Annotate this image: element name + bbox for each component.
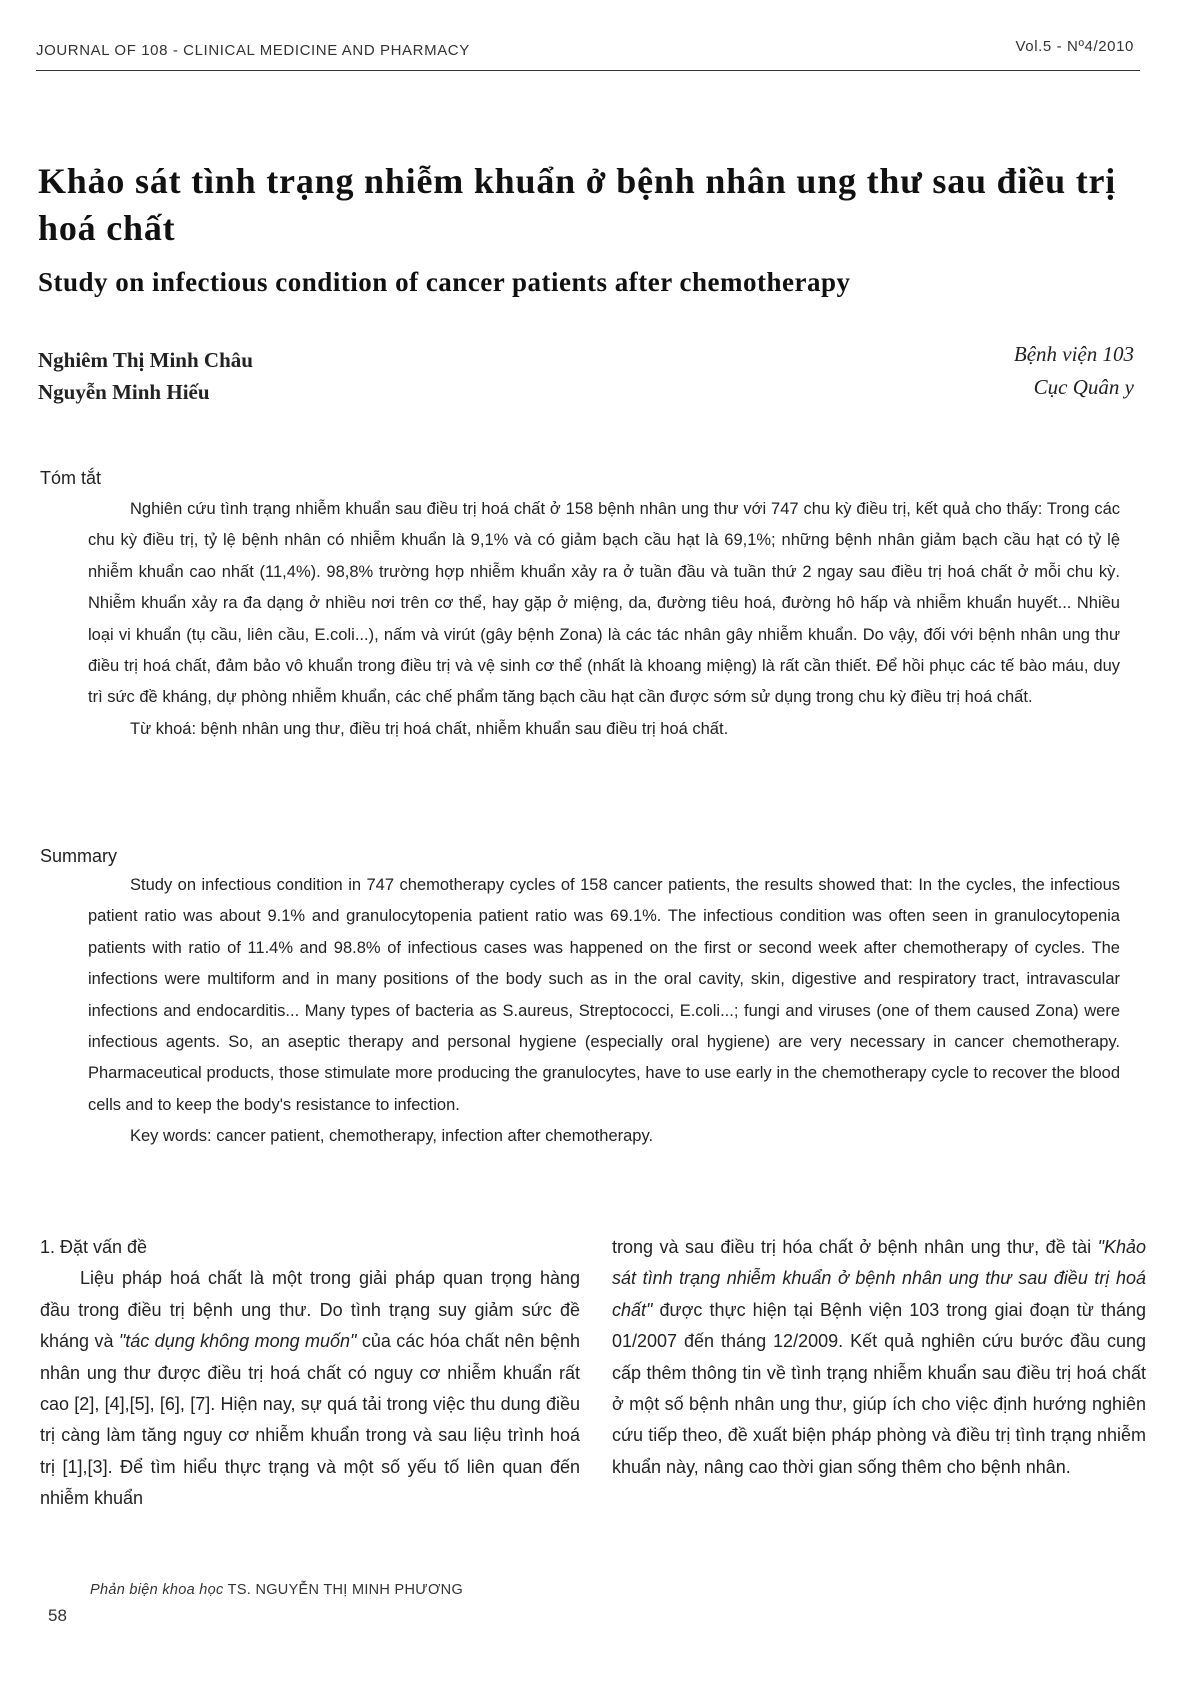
affiliation: Bệnh viện 103 (1013, 342, 1134, 366)
article-title-vietnamese: Khảo sát tình trạng nhiễm khuẩn ở bệnh nhân ung thư sau điều trị hoá chất (38, 161, 1117, 248)
reviewer-label: Phản biện khoa học (90, 1582, 224, 1598)
tomtat-heading: Tóm tắt (40, 468, 102, 488)
section-heading: 1. Đặt vấn đề (40, 1237, 148, 1257)
volume-issue: Vol.5 - Nº4/2010 (1015, 38, 1134, 55)
article-title-english: Study on infectious condition of cancer patients after chemotherapy (38, 267, 851, 297)
affiliation-list (1014, 338, 1134, 404)
section-paragraph (612, 1232, 1146, 1483)
paragraph-text: trong và sau điều trị hóa chất ở bệnh nhân ung thư, đề tài (612, 1237, 1098, 1257)
affiliation: Cục Quân y (1033, 375, 1134, 399)
summary-heading: Summary (40, 846, 118, 866)
body-column-right (612, 1232, 1146, 1483)
reviewer-name: TS. NGUYỄN THỊ MINH PHƯƠNG (227, 1582, 464, 1598)
author-name: Nghiêm Thị Minh Châu (38, 348, 253, 372)
paragraph-italic-text: "Khảo sát tình trạng nhiễm khuẩn ở bệnh nhân ung thư sau điều trị hoá chất" (612, 1237, 1146, 1320)
abstract-english (88, 870, 1120, 1153)
keywords-english: Key words: cancer patient, chemotherapy, infection after chemotherapy. (130, 1127, 654, 1146)
running-header (36, 38, 1142, 64)
author-list (38, 344, 253, 408)
abstract-vietnamese (88, 494, 1120, 745)
paragraph-text: được thực hiện tại Bệnh viện 103 trong giai đoạn từ tháng 01/2007 đến tháng 12/2009. Kết quả nghiên cứu bước đầu cung cấp thêm thông tin về tình trạng nhiễm khuẩn sau điều trị hoá chất ở một số bệnh nhân ung thư, giúp ích cho việc định hướng nghiên cứu tiếp theo, đề xuất biện pháp phòng và điều trị tình trạng nhiễm khuẩn này, nâng cao thời gian sống thêm cho bệnh nhân. (612, 1299, 1146, 1477)
paragraph-text: Liệu pháp hoá chất là một trong giải pháp quan trọng hàng đầu trong điều trị bệnh ung thư. Do tình trạng suy giảm sức đề kháng và (40, 1268, 580, 1352)
reviewer-footnote (90, 1582, 463, 1598)
author-name: Nguyễn Minh Hiếu (38, 380, 210, 404)
section-paragraph (40, 1263, 580, 1514)
paragraph-text: của các hóa chất nên bệnh nhân ung thư được điều trị hoá chất có nguy cơ nhiễm khuẩn rất cao [2], [4],[5], [6], [7]. Hiện nay, sự quá tải trong việc thu dung điều trị càng làm tăng nguy cơ nhiễm khuẩn trong và sau liệu trình hoá trị [1],[3]. Để tìm hiểu thực trạng và một số yếu tố liên quan đến nhiễm khuẩn (40, 1331, 581, 1509)
body-column-left (40, 1232, 580, 1515)
paragraph-italic-text: "tác dụng không mong muốn" (118, 1331, 357, 1352)
keywords-vietnamese: Từ khoá: bệnh nhân ung thư, điều trị hoá chất, nhiễm khuẩn sau điều trị hoá chất. (130, 719, 729, 738)
journal-name: JOURNAL OF 108 - CLINICAL MEDICINE AND PHARMACY (36, 42, 470, 59)
header-rule (36, 70, 1140, 71)
page-number: 58 (48, 1606, 67, 1625)
abstract-vietnamese-body: Nghiên cứu tình trạng nhiễm khuẩn sau điều trị hoá chất ở 158 bệnh nhân ung thư với 747 chu kỳ điều trị, kết quả cho thấy: Trong các chu kỳ điều trị, tỷ lệ bệnh nhân có nhiễm khuẩn là 9,1% và có giảm bạch cầu hạt là 69,1%; những bệnh nhân giảm bạch cầu hạt có tỷ lệ nhiễm khuẩn cao nhất (11,4%). 98,8% trường hợp nhiễm khuẩn xảy ra ở tuần đầu và tuần thứ 2 ngay sau điều trị hoá chất ở mỗi chu kỳ. Nhiễm khuẩn xảy ra đa dạng ở nhiều nơi trên cơ thể, hay gặp ở miệng, da, đường tiêu hoá, đường hô hấp và nhiễm khuẩn huyết... Nhiều loại vi khuẩn (tụ cầu, liên cầu, E.coli...), nấm và virút (gây bệnh Zona) là các tác nhân gây nhiễm khuẩn. Do vậy, đối với bệnh nhân ung thư điều trị hoá chất, đảm bảo vô khuẩn trong điều trị và vệ sinh cơ thể (nhất là khoang miệng) là rất cần thiết. Để hồi phục các tế bào máu, duy trì sức đề kháng, dự phòng nhiễm khuẩn, các chế phẩm tăng bạch cầu hạt cần được sớm sử dụng trong chu kỳ điều trị hoá chất. (88, 500, 1120, 707)
abstract-english-body: Study on infectious condition in 747 chemotherapy cycles of 158 cancer patients, the results showed that: In the cycles, the infectious patient ratio was about 9.1% and granulocytopenia patient ratio was 69.1%. The infectious condition was often seen in granulocytopenia patients with ratio of 11.4% and 98.8% of infectious cases was happened on the first or second week after chemotherapy of cycles. The infections were multiform and in many positions of the body such as in the oral cavity, skin, digestive and respiratory tract, intravascular infections and endocarditis... Many types of bacteria as S.aureus, Streptococci, E.coli...; fungi and viruses (one of them caused Zona) were infectious agents. So, an aseptic therapy and personal hygiene (especially oral hygiene) are very necessary in cancer chemotherapy. Pharmaceutical products, those stimulate more producing the granulocytes, have to use early in the chemotherapy cycle to recover the blood cells and to keep the body's resistance to infection. (88, 876, 1120, 1114)
